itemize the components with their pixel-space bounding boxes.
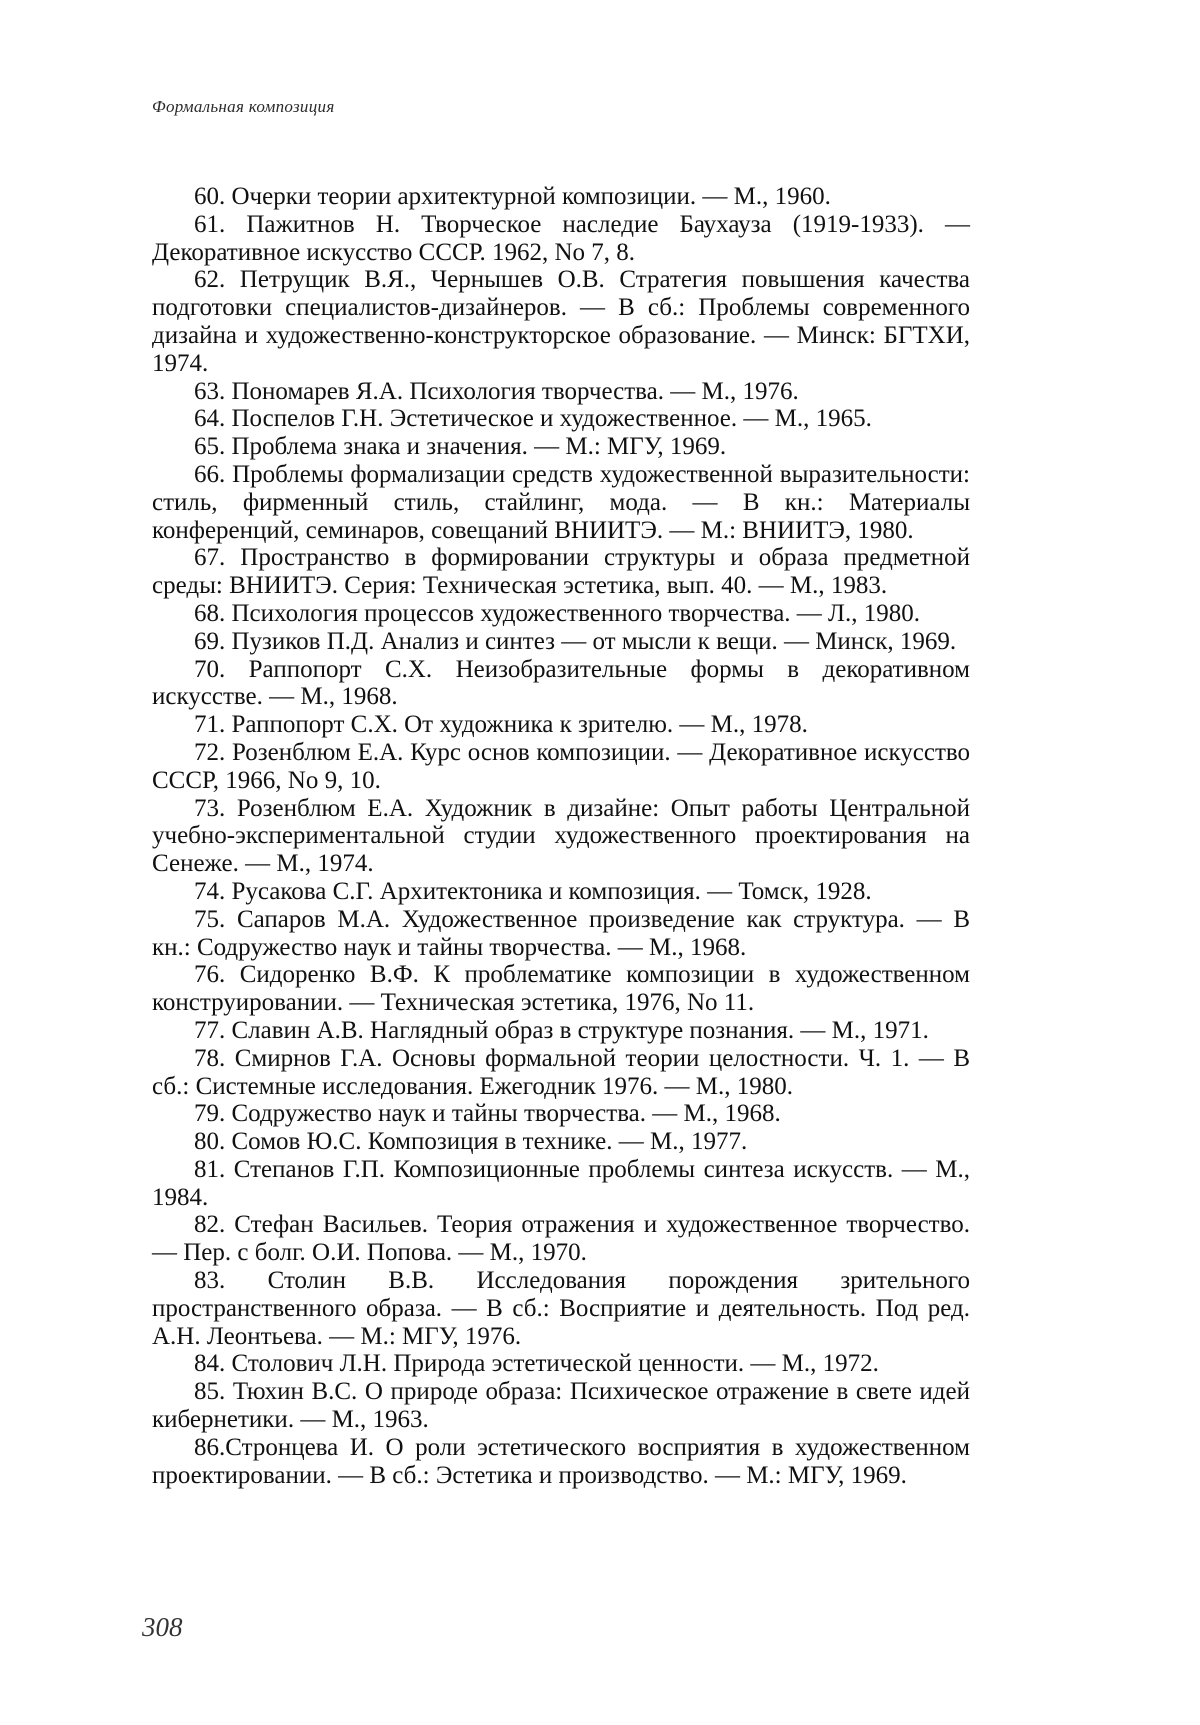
reference-item: 84. Столович Л.Н. Природа эстетической ценности. — М., 1972.: [152, 1350, 970, 1378]
reference-item: 80. Сомов Ю.С. Композиция в технике. — М., 1977.: [152, 1128, 970, 1156]
reference-item: 76. Сидоренко В.Ф. К проблематике композиции в художественном конструировании. — Техническая эстетика, 1976, No 11.: [152, 961, 970, 1017]
reference-item: 85. Тюхин В.С. О природе образа: Психическое отражение в свете идей кибернетики. — М., 1963.: [152, 1378, 970, 1434]
reference-list: [152, 183, 970, 1489]
reference-item: 67. Пространство в формировании структуры и образа предметной среды: ВНИИТЭ. Серия: Техническая эстетика, вып. 40. — М., 1983.: [152, 544, 970, 600]
reference-item: 81. Степанов Г.П. Композиционные проблемы синтеза искусств. — М., 1984.: [152, 1156, 970, 1212]
reference-item: 65. Проблема знака и значения. — М.: МГУ, 1969.: [152, 433, 970, 461]
reference-item: 64. Поспелов Г.Н. Эстетическое и художественное. — М., 1965.: [152, 405, 970, 433]
reference-item: 83. Столин В.В. Исследования порождения зрительного пространственного образа. — В сб.: Восприятие и деятельность. Под ред. А.Н. Леонтьева. — М.: МГУ, 1976.: [152, 1267, 970, 1350]
reference-item: 68. Психология процессов художественного творчества. — Л., 1980.: [152, 600, 970, 628]
reference-item: 70. Раппопорт С.Х. Неизобразительные формы в декоративном искусстве. — М., 1968.: [152, 656, 970, 712]
reference-item: 74. Русакова С.Г. Архитектоника и композиция. — Томск, 1928.: [152, 878, 970, 906]
reference-item: 86.Стронцева И. О роли эстетического восприятия в художественном проектировании. — В сб.: Эстетика и производство. — М.: МГУ, 1969.: [152, 1434, 970, 1490]
reference-item: 77. Славин А.В. Наглядный образ в структуре познания. — М., 1971.: [152, 1017, 970, 1045]
reference-item: 78. Смирнов Г.А. Основы формальной теории целостности. Ч. 1. — В сб.: Системные исследования. Ежегодник 1976. — М., 1980.: [152, 1045, 970, 1101]
reference-item: 73. Розенблюм Е.А. Художник в дизайне: Опыт работы Центральной учебно-экспериментальной студии художественного проектирования на Сенеже. — М., 1974.: [152, 795, 970, 878]
reference-item: 79. Содружество наук и тайны творчества. — М., 1968.: [152, 1100, 970, 1128]
reference-item: 63. Пономарев Я.А. Психология творчества. — М., 1976.: [152, 378, 970, 406]
reference-item: 60. Очерки теории архитектурной композиции. — М., 1960.: [152, 183, 970, 211]
reference-item: 61. Пажитнов Н. Творческое наследие Баухауза (1919-1933). —Декоративное искусство СССР. 1962, No 7, 8.: [152, 211, 970, 267]
running-head: Формальная композиция: [152, 97, 335, 117]
reference-item: 82. Стефан Васильев. Теория отражения и художественное творчество. — Пер. с болг. О.И. Попова. — М., 1970.: [152, 1211, 970, 1267]
reference-item: 69. Пузиков П.Д. Анализ и синтез — от мысли к вещи. — Минск, 1969.: [152, 628, 970, 656]
reference-item: 71. Раппопорт С.Х. От художника к зрителю. — М., 1978.: [152, 711, 970, 739]
reference-item: 66. Проблемы формализации средств художественной выразительности: стиль, фирменный стиль, стайлинг, мода. — В кн.: Материалы конференций, семинаров, совещаний ВНИИТЭ. — М.: ВНИИТЭ, 1980.: [152, 461, 970, 544]
reference-item: 75. Сапаров М.А. Художественное произведение как структура. — В кн.: Содружество наук и тайны творчества. — М., 1968.: [152, 906, 970, 962]
reference-item: 72. Розенблюм Е.А. Курс основ композиции. — Декоративное искусство СССР, 1966, No 9, 10.: [152, 739, 970, 795]
page-number: 308: [142, 1612, 183, 1643]
reference-item: 62. Петрущик В.Я., Чернышев О.В. Стратегия повышения качества подготовки специалистов-дизайнеров. — В сб.: Проблемы современного дизайна и художественно-конструкторское образование. — Минск: БГТХИ, 1974.: [152, 266, 970, 377]
